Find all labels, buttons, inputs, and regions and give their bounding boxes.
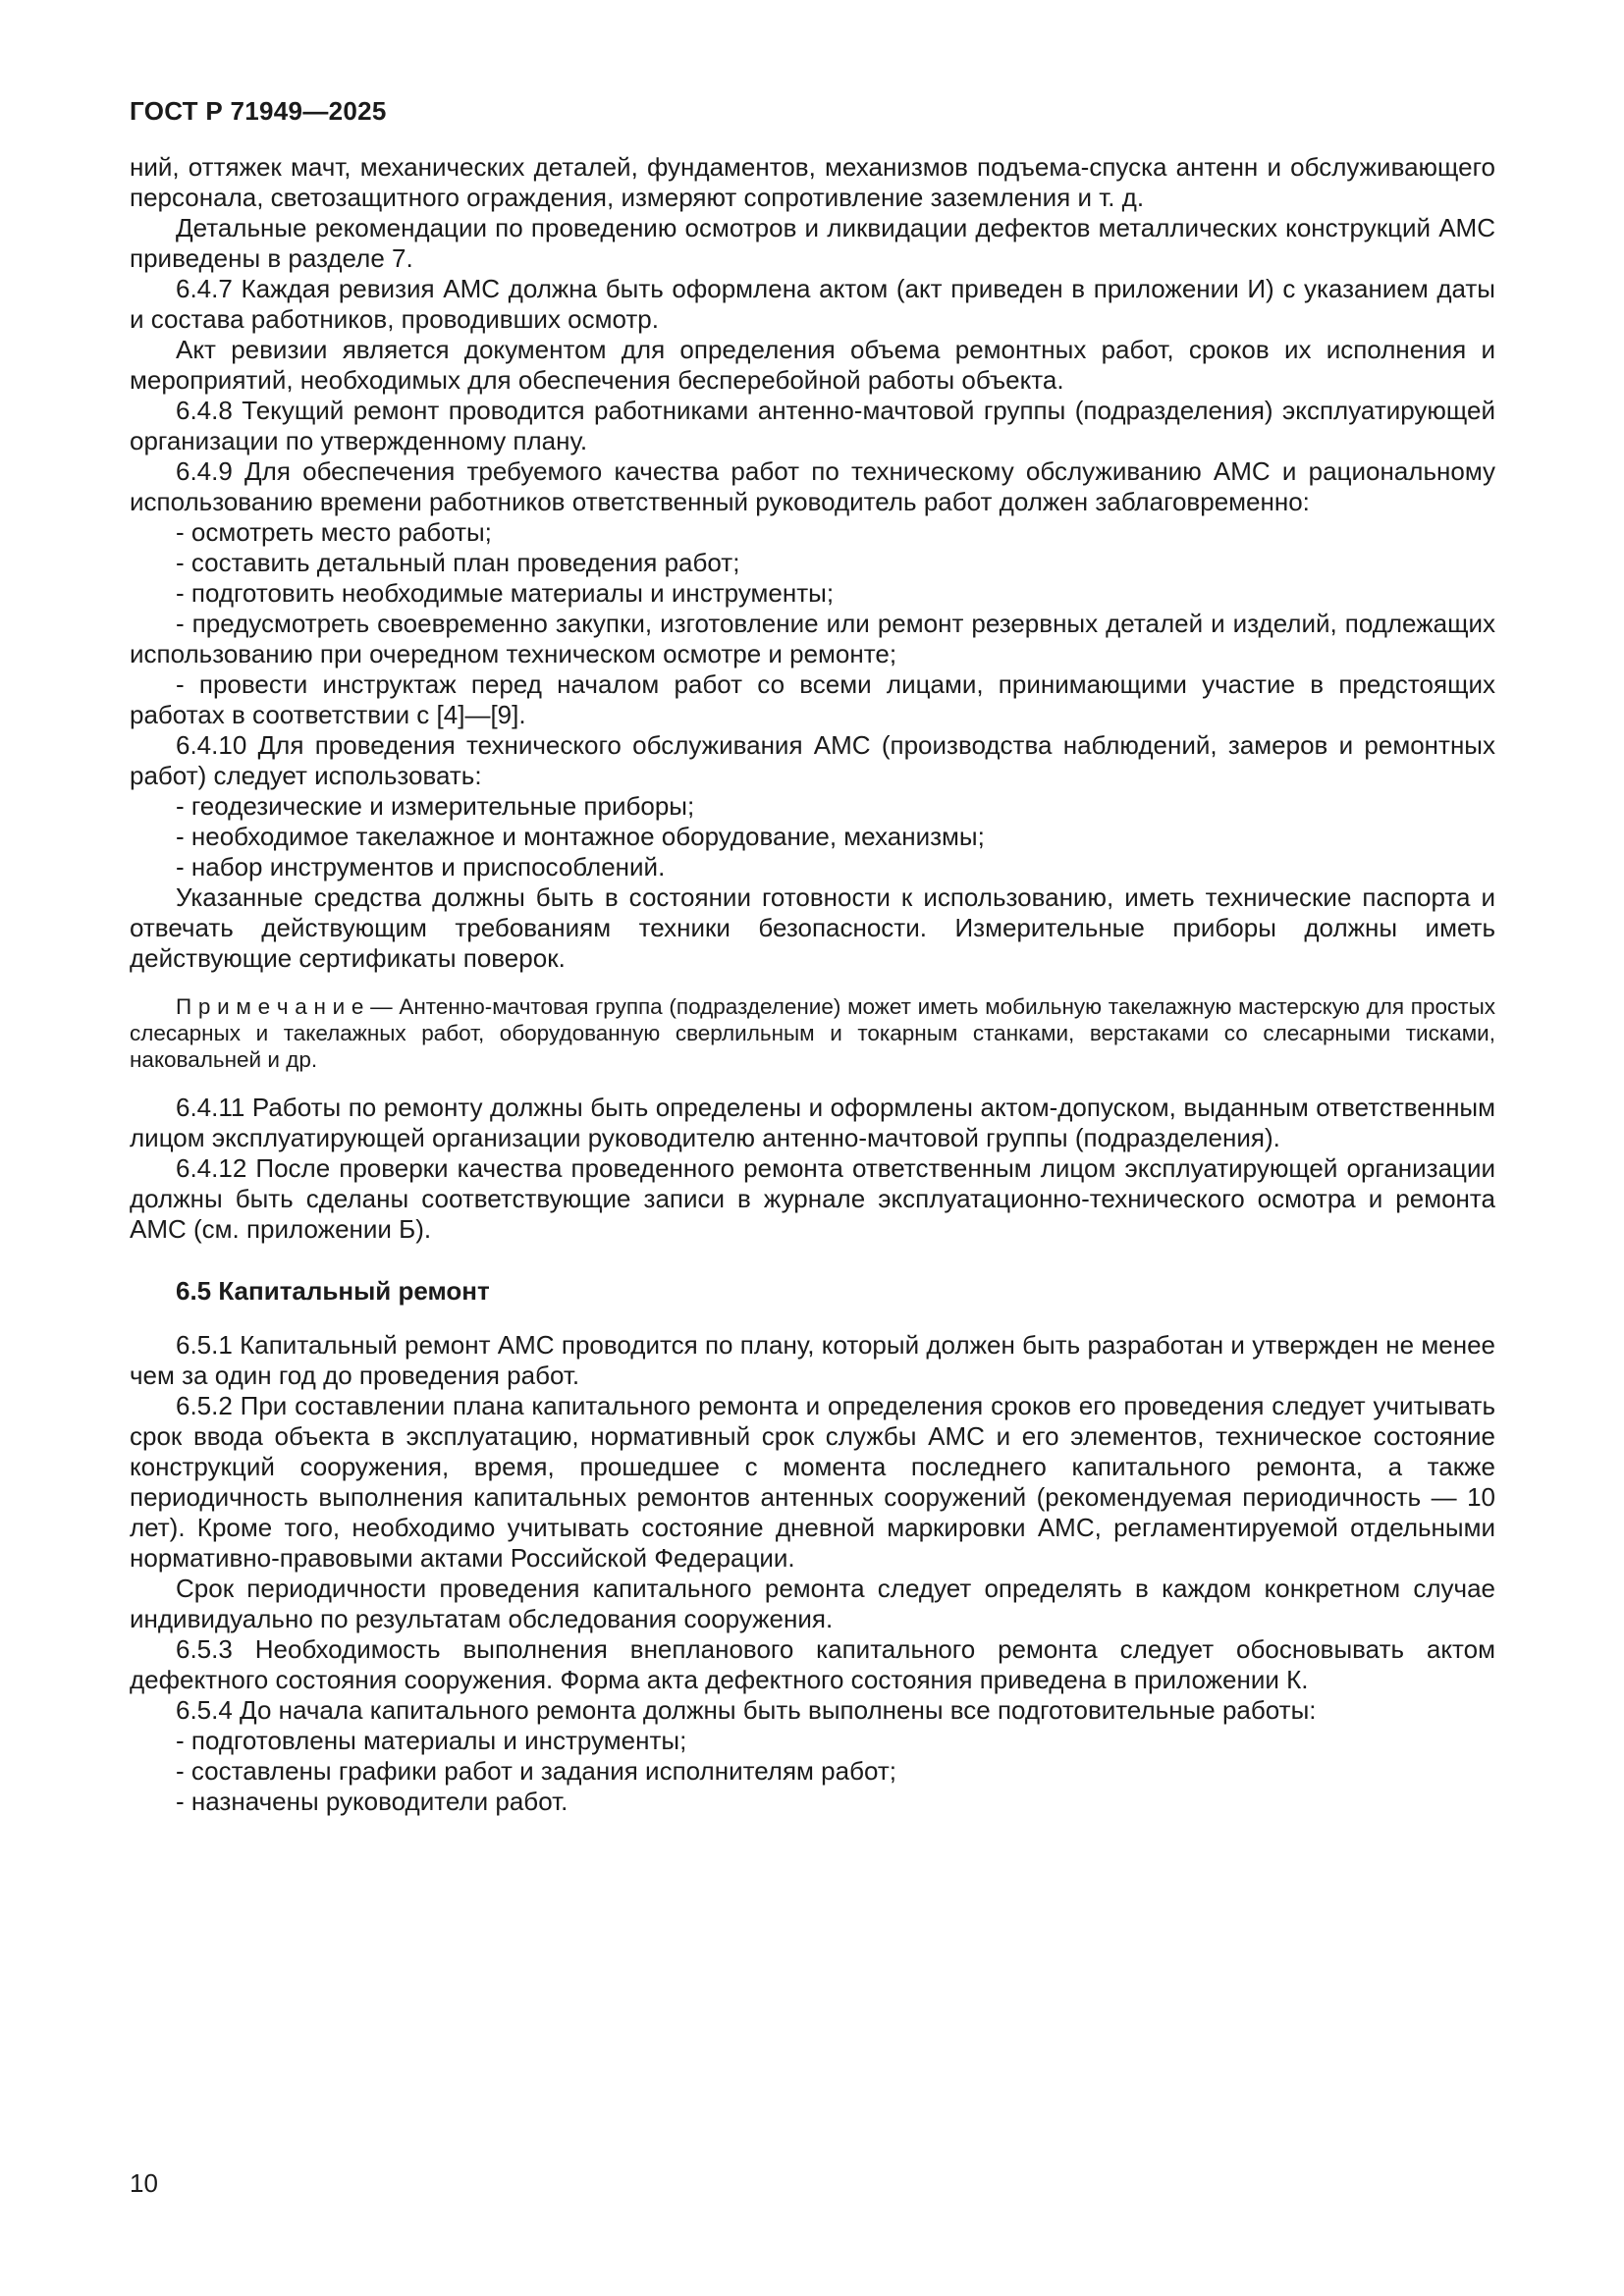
- paragraph: 6.4.7 Каждая ревизия АМС должна быть оформлена актом (акт приведен в приложении И) с указанием даты и состава работников, проводивших осмотр.: [130, 274, 1495, 334]
- note-paragraph: П р и м е ч а н и е — Антенно-мачтовая группа (подразделение) может иметь мобильную такелажную мастерскую для простых слесарных и такелажных работ, оборудованную сверлильным и токарным станками, верстаками со слесарными тисками, наковальней и др.: [130, 994, 1495, 1072]
- paragraph: 6.5.1 Капитальный ремонт АМС проводится по плану, который должен быть разработан и утвержден не менее чем за один год до проведения работ.: [130, 1330, 1495, 1390]
- document-header: ГОСТ Р 71949—2025: [130, 96, 387, 126]
- paragraph: 6.5.2 При составлении плана капитального ремонта и определения сроков его проведения следует учитывать срок ввода объекта в эксплуатацию, нормативный срок службы АМС и его элементов, техническое состояние конструкций сооружения, время, прошедшее с момента последнего капитального ремонта, а также периодичность выполнения капитальных ремонтов антенных сооружений (рекомендуемая периодичность — 10 лет). Кроме того, необходимо учитывать состояние дневной маркировки АМС, регламентируемой отдельными нормативно-правовыми актами Российской Федерации.: [130, 1391, 1495, 1573]
- list-item: - геодезические и измерительные приборы;: [176, 791, 695, 821]
- paragraph: 6.5.3 Необходимость выполнения внепланового капитального ремонта следует обосновывать актом дефектного состояния сооружения. Форма акта дефектного состояния приведена в приложении К.: [130, 1634, 1495, 1694]
- paragraph: 6.5.4 До начала капитального ремонта должны быть выполнены все подготовительные работы:: [176, 1695, 1317, 1725]
- page-number: 10: [130, 2168, 158, 2198]
- list-item: - подготовить необходимые материалы и инструменты;: [176, 578, 835, 608]
- paragraph: 6.4.12 После проверки качества проведенного ремонта ответственным лицом эксплуатирующей организации должны быть сделаны соответствующие записи в журнале эксплуатационно-технического осмотра и ремонта АМС (см. приложении Б).: [130, 1153, 1495, 1244]
- paragraph: Указанные средства должны быть в состоянии готовности к использованию, иметь технические паспорта и отвечать действующим требованиям техники безопасности. Измерительные приборы должны иметь действующие сертификаты поверок.: [130, 882, 1495, 973]
- paragraph: 6.4.10 Для проведения технического обслуживания АМС (производства наблюдений, замеров и ремонтных работ) следует использовать:: [130, 730, 1495, 790]
- paragraph: 6.4.8 Текущий ремонт проводится работниками антенно-мачтовой группы (подразделения) эксплуатирующей организации по утвержденному плану.: [130, 396, 1495, 455]
- paragraph: Акт ревизии является документом для определения объема ремонтных работ, сроков их исполнения и мероприятий, необходимых для обеспечения бесперебойной работы объекта.: [130, 335, 1495, 395]
- list-item: - составить детальный план проведения работ;: [176, 548, 740, 577]
- section-heading: 6.5 Капитальный ремонт: [176, 1276, 490, 1306]
- paragraph: 6.4.9 Для обеспечения требуемого качества работ по техническому обслуживанию АМС и рациональному использованию времени работников ответственный руководитель работ должен заблаговременно:: [130, 456, 1495, 516]
- paragraph: Срок периодичности проведения капитального ремонта следует определять в каждом конкретном случае индивидуально по результатам обследования сооружения.: [130, 1574, 1495, 1633]
- paragraph: ний, оттяжек мачт, механических деталей, фундаментов, механизмов подъема-спуска антенн и обслуживающего персонала, светозащитного ограждения, измеряют сопротивление заземления и т. д.: [130, 152, 1495, 212]
- document-content: [130, 152, 1495, 1817]
- list-item: - предусмотреть своевременно закупки, изготовление или ремонт резервных деталей и изделий, подлежащих использованию при очередном техническом осмотре и ремонте;: [130, 609, 1495, 668]
- list-item: - необходимое такелажное и монтажное оборудование, механизмы;: [176, 822, 985, 851]
- list-item: - назначены руководители работ.: [176, 1787, 568, 1816]
- paragraph: 6.4.11 Работы по ремонту должны быть определены и оформлены актом-допуском, выданным ответственным лицом эксплуатирующей организации руководителю антенно-мачтовой группы (подразделения).: [130, 1093, 1495, 1152]
- paragraph: Детальные рекомендации по проведению осмотров и ликвидации дефектов металлических конструкций АМС приведены в разделе 7.: [130, 213, 1495, 273]
- list-item: - осмотреть место работы;: [176, 517, 492, 547]
- list-item: - подготовлены материалы и инструменты;: [176, 1726, 687, 1755]
- list-item: - составлены графики работ и задания исполнителям работ;: [176, 1756, 896, 1786]
- list-item: - провести инструктаж перед началом работ со всеми лицами, принимающими участие в предстоящих работах в соответствии с [4]—[9].: [130, 669, 1495, 729]
- list-item: - набор инструментов и приспособлений.: [176, 852, 666, 881]
